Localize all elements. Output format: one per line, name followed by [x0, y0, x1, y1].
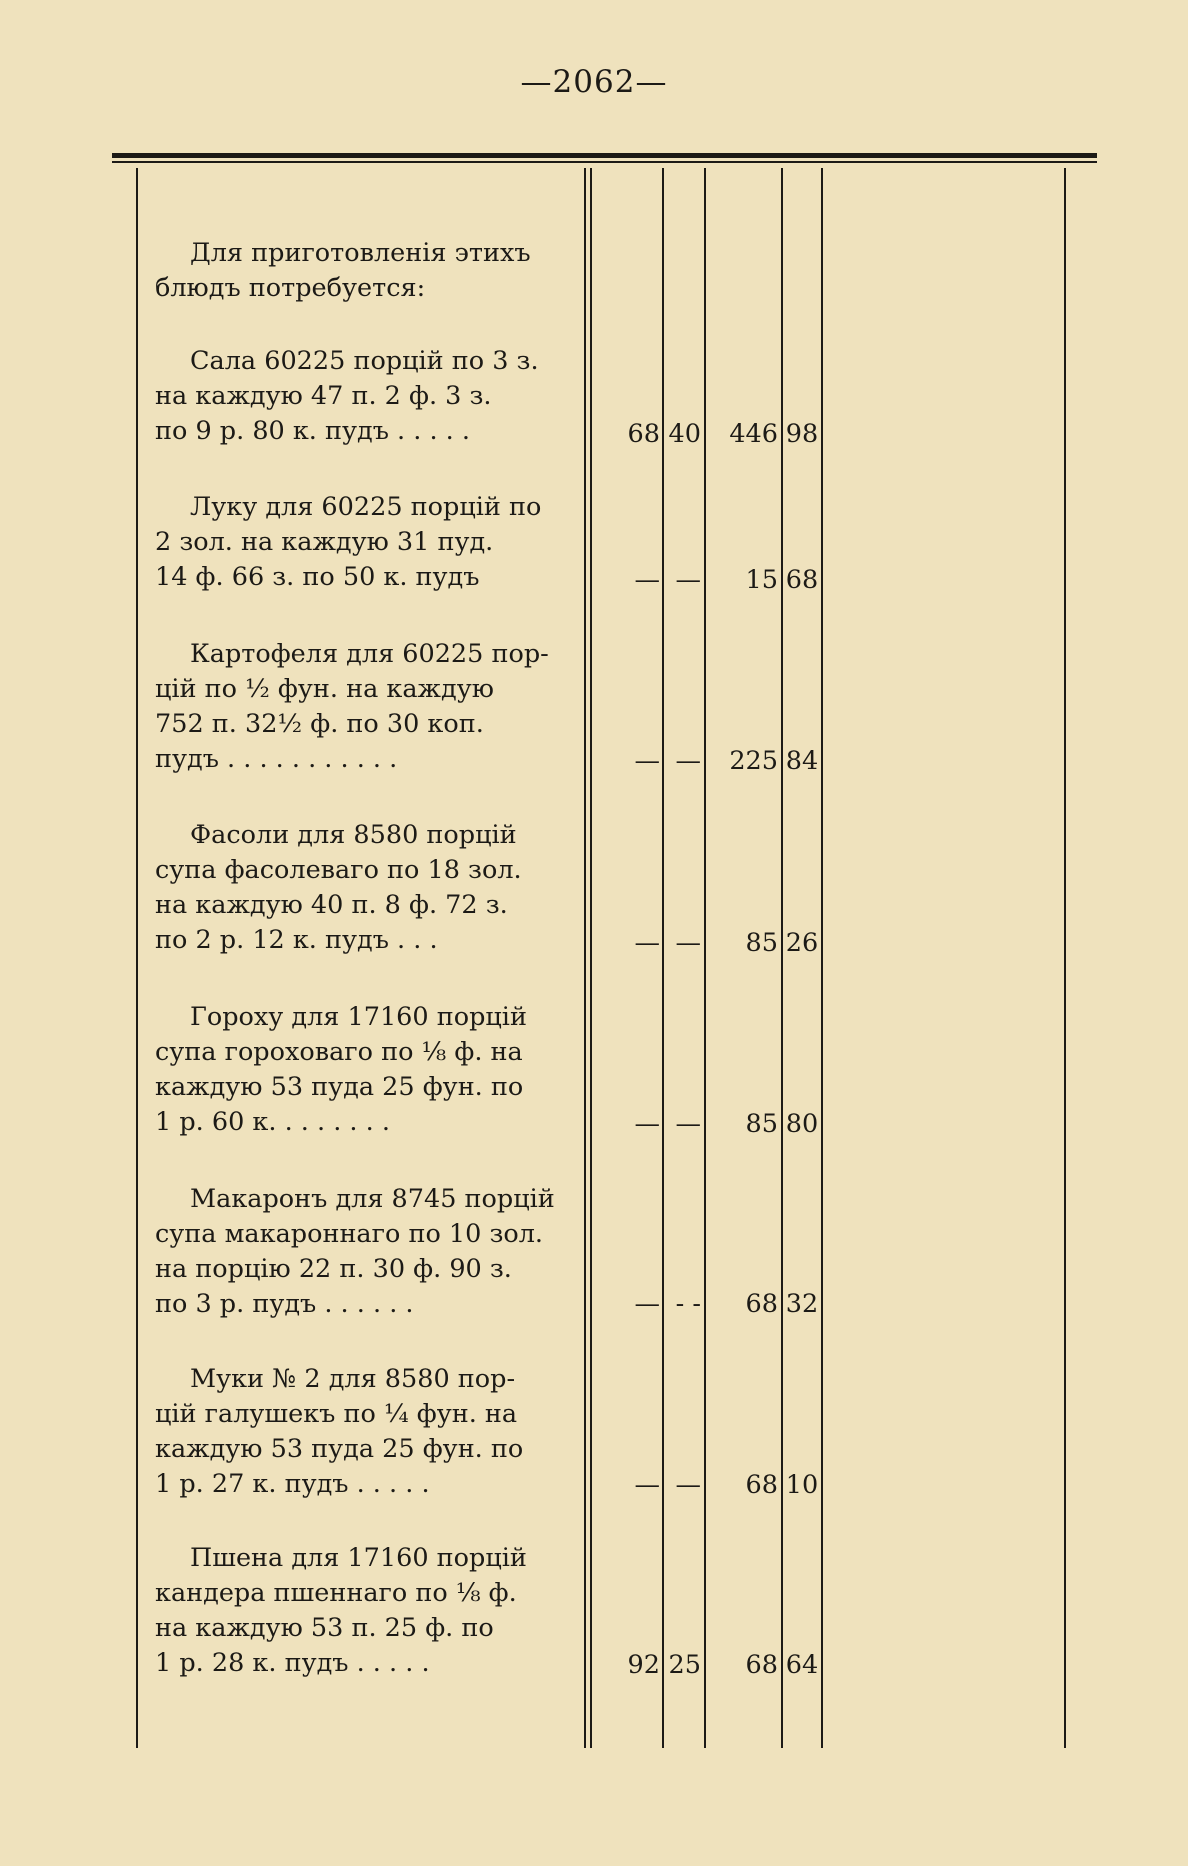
- page-number: —2062—: [520, 64, 668, 100]
- value-kopecks-a: 40: [668, 419, 701, 449]
- table-row: [155, 490, 565, 595]
- row-text: на каждую 53 п. 25 ф. по: [155, 1613, 494, 1643]
- table-row: [155, 1182, 565, 1322]
- row-text: 1 р. 27 к. пудъ . . . . .: [155, 1469, 430, 1499]
- row-text: супа макароннаго по 10 зол.: [155, 1219, 544, 1249]
- row-text: по 9 р. 80 к. пудъ . . . . .: [155, 416, 471, 446]
- value-kopecks-b: 84: [785, 746, 819, 776]
- row-text: Фасоли для 8580 порцій: [190, 820, 517, 850]
- value-kopecks-a: - -: [675, 1289, 701, 1319]
- row-text: цій галушекъ по ¼ фун. на: [155, 1399, 518, 1429]
- table-row: [155, 344, 565, 449]
- row-text: кандера пшеннаго по ⅛ ф.: [155, 1578, 517, 1608]
- value-rubles-a: —: [634, 928, 660, 958]
- table-border-right: [1064, 168, 1066, 1748]
- value-rubles-a: —: [634, 1109, 660, 1139]
- column-divider: [781, 168, 783, 1748]
- row-text: цій по ½ фун. на каждую: [155, 674, 494, 704]
- row-text: каждую 53 пуда 25 фун. по: [155, 1072, 524, 1102]
- value-rubles-b: 68: [745, 1289, 778, 1319]
- value-rubles-a: 68: [627, 419, 660, 449]
- value-kopecks-a: 25: [668, 1650, 701, 1680]
- column-divider: [584, 168, 586, 1748]
- row-text: 2 зол. на каждую 31 пуд.: [155, 527, 494, 557]
- value-kopecks-a: —: [675, 565, 701, 595]
- value-rubles-a: —: [634, 1470, 660, 1500]
- top-rule-thin: [112, 161, 1097, 163]
- table-border-left: [136, 168, 138, 1748]
- row-text: на каждую 40 п. 8 ф. 72 з.: [155, 890, 508, 920]
- row-text: Пшена для 17160 порцій: [190, 1543, 527, 1573]
- row-text: 14 ф. 66 з. по 50 к. пудъ: [155, 562, 480, 592]
- value-kopecks-a: —: [675, 1109, 701, 1139]
- row-text: Макаронъ для 8745 порцій: [190, 1184, 555, 1214]
- value-kopecks-b: 68: [785, 565, 819, 595]
- column-divider: [662, 168, 664, 1748]
- table-row: [155, 637, 565, 777]
- value-kopecks-b: 98: [785, 419, 819, 449]
- top-rule: [112, 153, 1097, 158]
- value-kopecks-b: 26: [785, 928, 819, 958]
- intro-line: блюдъ потребуется:: [155, 273, 426, 303]
- value-rubles-b: 85: [745, 1109, 778, 1139]
- value-kopecks-b: 10: [785, 1470, 819, 1500]
- row-text: супа фасолеваго по 18 зол.: [155, 855, 522, 885]
- row-text: Луку для 60225 порцій по: [190, 492, 542, 522]
- row-text: по 3 р. пудъ . . . . . .: [155, 1289, 414, 1319]
- row-text: на порцію 22 п. 30 ф. 90 з.: [155, 1254, 512, 1284]
- value-rubles-a: —: [634, 746, 660, 776]
- intro-line: Для приготовленія этихъ: [190, 238, 531, 268]
- column-divider: [590, 168, 592, 1748]
- value-kopecks-a: —: [675, 746, 701, 776]
- row-text: на каждую 47 п. 2 ф. 3 з.: [155, 381, 492, 411]
- value-rubles-b: 68: [745, 1650, 778, 1680]
- intro-text: [155, 236, 565, 306]
- row-text: Сала 60225 порцій по 3 з.: [190, 346, 539, 376]
- value-kopecks-b: 64: [785, 1650, 819, 1680]
- table-row: [155, 1362, 565, 1502]
- value-rubles-a: 92: [627, 1650, 660, 1680]
- value-kopecks-b: 32: [785, 1289, 819, 1319]
- value-kopecks-b: 80: [785, 1109, 819, 1139]
- value-rubles-b: 85: [745, 928, 778, 958]
- value-rubles-b: 68: [745, 1470, 778, 1500]
- value-rubles-a: —: [634, 1289, 660, 1319]
- row-text: Гороху для 17160 порцій: [190, 1002, 527, 1032]
- table-row: [155, 818, 565, 958]
- value-rubles-b: 15: [745, 565, 778, 595]
- row-text: супа гороховаго по ⅛ ф. на: [155, 1037, 523, 1067]
- row-text: 752 п. 32½ ф. по 30 коп.: [155, 709, 484, 739]
- table-row: [155, 1541, 565, 1681]
- column-divider: [704, 168, 706, 1748]
- table-row: [155, 1000, 565, 1140]
- column-divider: [821, 168, 823, 1748]
- value-kopecks-a: —: [675, 928, 701, 958]
- value-rubles-b: 446: [729, 419, 778, 449]
- row-text: 1 р. 60 к. . . . . . . .: [155, 1107, 390, 1137]
- row-text: Картофеля для 60225 пор-: [190, 639, 549, 669]
- row-text: 1 р. 28 к. пудъ . . . . .: [155, 1648, 430, 1678]
- row-text: каждую 53 пуда 25 фун. по: [155, 1434, 524, 1464]
- value-rubles-a: —: [634, 565, 660, 595]
- row-text: Муки № 2 для 8580 пор-: [190, 1364, 516, 1394]
- row-text: пудъ . . . . . . . . . . .: [155, 744, 398, 774]
- row-text: по 2 р. 12 к. пудъ . . .: [155, 925, 438, 955]
- value-kopecks-a: —: [675, 1470, 701, 1500]
- value-rubles-b: 225: [729, 746, 778, 776]
